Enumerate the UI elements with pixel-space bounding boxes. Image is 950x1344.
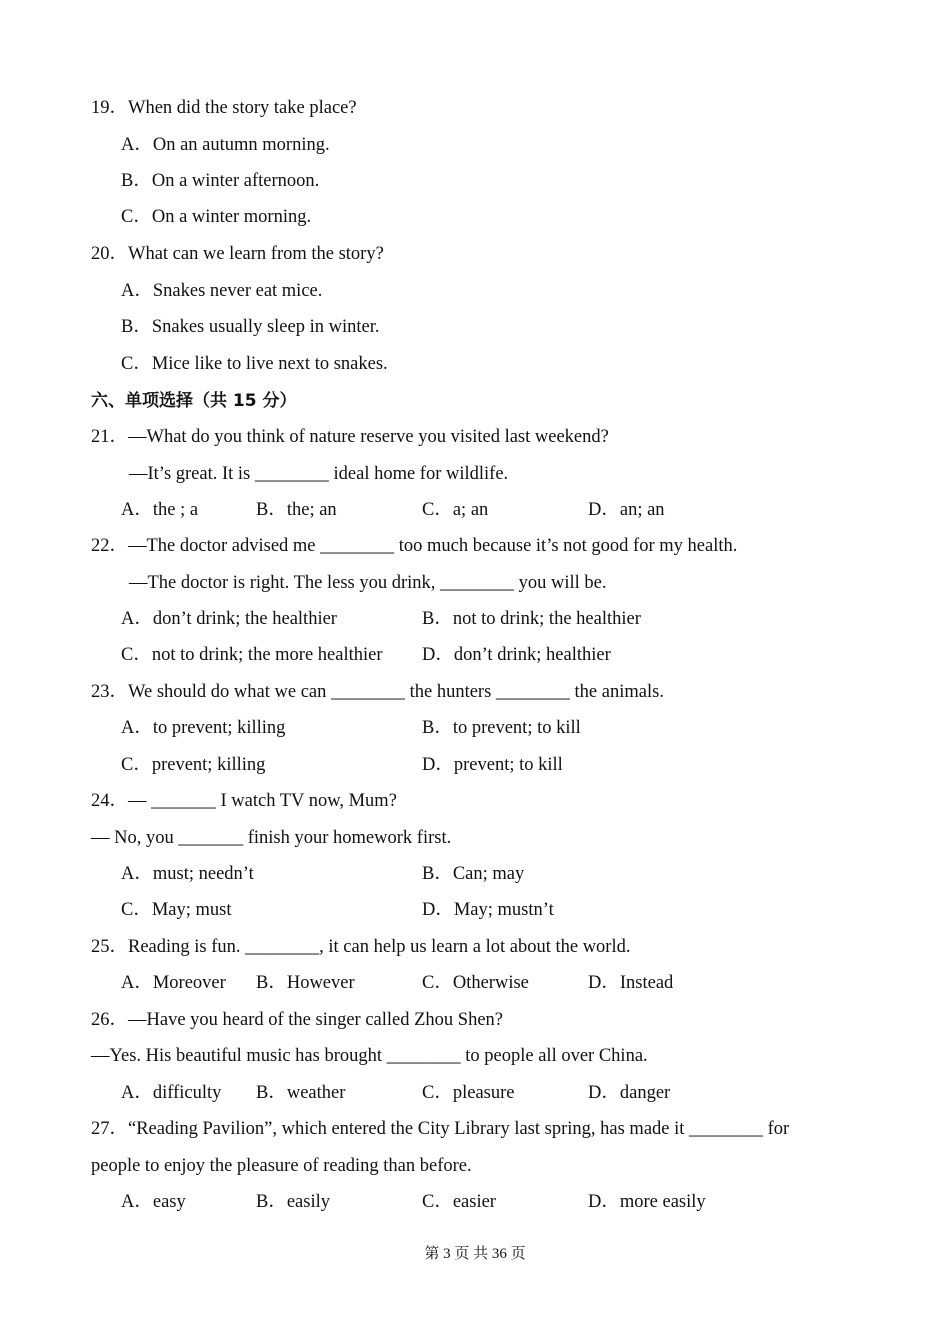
section-heading: 六、单项选择（共 15 分） (91, 391, 297, 411)
question-26-option-d: D．danger (588, 1083, 671, 1103)
question-20-stem: 20．What can we learn from the story? (91, 244, 384, 264)
question-27-stem: 27．“Reading Pavilion”, which entered the City Library last spring, has made it ________ for (91, 1119, 790, 1139)
question-24-option-c: C．May; must (121, 900, 232, 920)
question-22-option-a: A．don’t drink; the healthier (121, 609, 337, 629)
question-23-stem: 23．We should do what we can ________ the hunters ________ the animals. (91, 682, 664, 702)
question-24-option-b: B．Can; may (422, 864, 525, 884)
question-25-option-b: B．However (256, 973, 355, 993)
question-21-option-d: D．an; an (588, 500, 665, 520)
question-20-option-a: A．Snakes never eat mice. (121, 281, 323, 301)
question-27-stem-continued: people to enjoy the pleasure of reading than before. (91, 1156, 472, 1176)
question-23-option-d: D．prevent; to kill (422, 755, 563, 775)
question-19-option-a: A．On an autumn morning. (121, 135, 330, 155)
question-26-option-c: C．pleasure (422, 1083, 515, 1103)
question-22-stem: 22．—The doctor advised me ________ too much because it’s not good for my health. (91, 536, 738, 556)
question-20-option-b: B．Snakes usually sleep in winter. (121, 317, 380, 337)
question-21-option-c: C．a; an (422, 500, 489, 520)
question-19-option-c: C．On a winter morning. (121, 207, 312, 227)
question-24-option-d: D．May; mustn’t (422, 900, 554, 920)
question-22-reply: —The doctor is right. The less you drink, ________ you will be. (129, 573, 607, 593)
question-24-reply: — No, you _______ finish your homework first. (91, 828, 452, 848)
question-25-option-c: C．Otherwise (422, 973, 529, 993)
question-20-option-c: C．Mice like to live next to snakes. (121, 354, 388, 374)
question-22-option-b: B．not to drink; the healthier (422, 609, 641, 629)
question-26-option-b: B．weather (256, 1083, 346, 1103)
question-25-stem: 25．Reading is fun. ________, it can help us learn a lot about the world. (91, 937, 631, 957)
question-25-option-d: D．Instead (588, 973, 674, 993)
question-25-option-a: A．Moreover (121, 973, 226, 993)
question-27-option-c: C．easier (422, 1192, 496, 1212)
question-27-option-b: B．easily (256, 1192, 330, 1212)
question-24-option-a: A．must; needn’t (121, 864, 254, 884)
question-19-stem: 19．When did the story take place? (91, 98, 357, 118)
question-22-option-c: C．not to drink; the more healthier (121, 645, 383, 665)
question-26-option-a: A．difficulty (121, 1083, 222, 1103)
question-27-option-d: D．more easily (588, 1192, 706, 1212)
question-21-option-b: B．the; an (256, 500, 337, 520)
question-23-option-b: B．to prevent; to kill (422, 718, 581, 738)
page-footer: 第 3 页 共 36 页 (424, 1246, 526, 1262)
question-21-stem: 21．—What do you think of nature reserve you visited last weekend? (91, 427, 609, 447)
question-26-stem: 26．—Have you heard of the singer called Zhou Shen? (91, 1010, 504, 1030)
question-23-option-a: A．to prevent; killing (121, 718, 286, 738)
question-19-option-b: B．On a winter afternoon. (121, 171, 320, 191)
question-24-stem: 24．— _______ I watch TV now, Mum? (91, 791, 397, 811)
question-21-reply: —It’s great. It is ________ ideal home for wildlife. (129, 464, 509, 484)
question-23-option-c: C．prevent; killing (121, 755, 266, 775)
question-27-option-a: A．easy (121, 1192, 186, 1212)
question-22-option-d: D．don’t drink; healthier (422, 645, 611, 665)
question-21-option-a: A．the ; a (121, 500, 199, 520)
question-26-reply: —Yes. His beautiful music has brought ________ to people all over China. (91, 1046, 648, 1066)
